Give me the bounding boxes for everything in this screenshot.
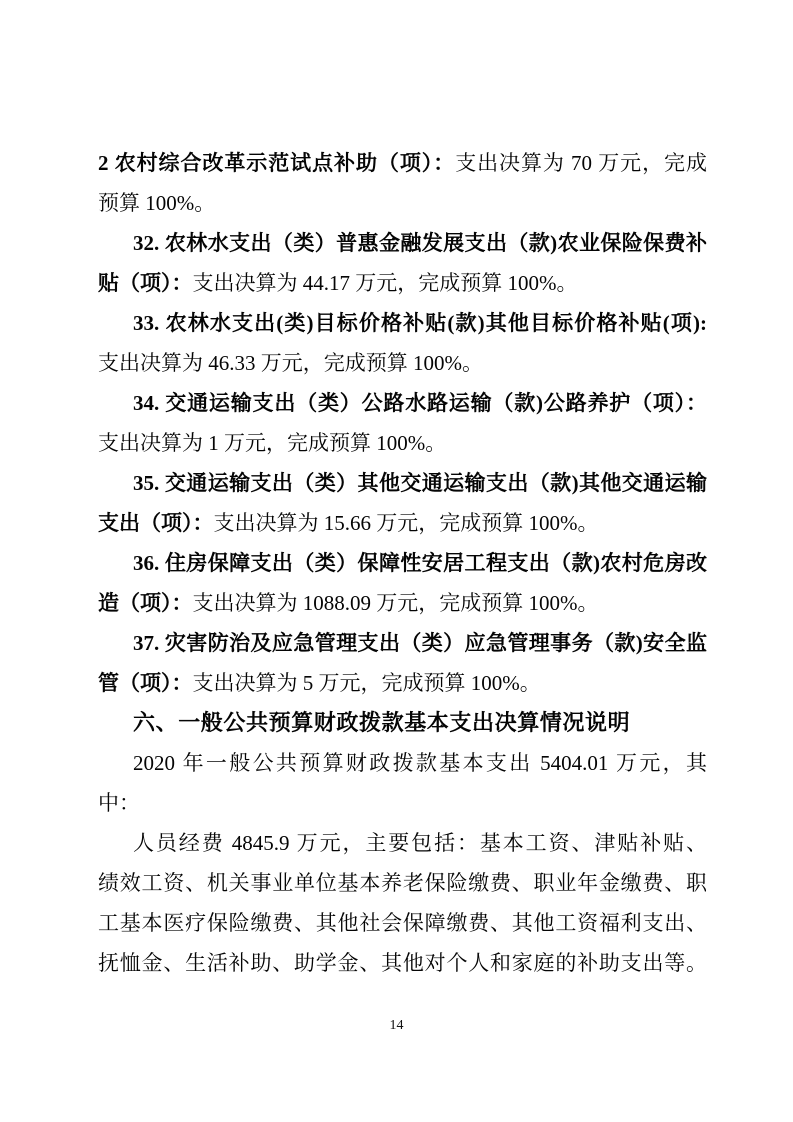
text-segment: 支出（项）： bbox=[98, 511, 214, 535]
text-segment: 预算 100%。 bbox=[98, 191, 216, 215]
text-line bbox=[98, 783, 707, 823]
text-segment: 36. 住房保障支出（类）保障性安居工程支出（款)农村危房改 bbox=[133, 551, 707, 575]
text-line bbox=[98, 583, 707, 623]
text-segment: 34. 交通运输支出（类）公路水路运输（款)公路养护（项）： bbox=[133, 391, 707, 415]
text-segment: 贴（项）： bbox=[98, 271, 193, 295]
text-segment: 33. 农林水支出(类)目标价格补贴(款)其他目标价格补贴(项): bbox=[133, 311, 707, 335]
page-number: 14 bbox=[389, 1018, 404, 1033]
text-segment: 支出决算为 70 万元，完成 bbox=[455, 151, 707, 175]
text-segment: 支出决算为 1 万元，完成预算 100%。 bbox=[98, 431, 447, 455]
text-segment: 管（项）： bbox=[98, 671, 193, 695]
text-line bbox=[98, 143, 707, 183]
text-line bbox=[98, 263, 707, 303]
text-segment: 支出决算为 46.33 万元，完成预算 100%。 bbox=[98, 351, 483, 375]
text-segment: 造（项）： bbox=[98, 591, 193, 615]
text-segment: 中： bbox=[98, 791, 140, 815]
text-segment: 2 农村综合改革示范试点补助（项）： bbox=[98, 151, 456, 175]
text-line bbox=[98, 743, 707, 783]
text-line bbox=[98, 903, 707, 943]
text-line bbox=[98, 303, 707, 343]
text-segment: 支出决算为 44.17 万元，完成预算 100%。 bbox=[192, 271, 578, 295]
text-line bbox=[98, 463, 707, 503]
text-segment: 支出决算为 1088.09 万元，完成预算 100%。 bbox=[192, 591, 599, 615]
text-line bbox=[98, 343, 707, 383]
text-line bbox=[98, 823, 707, 863]
text-line bbox=[98, 183, 707, 223]
text-line bbox=[98, 623, 707, 663]
text-line bbox=[98, 943, 707, 983]
text-line bbox=[98, 543, 707, 583]
text-segment: 32. 农林水支出（类）普惠金融发展支出（款)农业保险保费补 bbox=[133, 231, 707, 255]
text-line bbox=[98, 503, 707, 543]
text-segment: 人员经费 4845.9 万元，主要包括：基本工资、津贴补贴、 bbox=[133, 831, 707, 855]
section-heading-text: 六、一般公共预算财政拨款基本支出决算情况说明 bbox=[133, 710, 631, 735]
text-segment: 35. 交通运输支出（类）其他交通运输支出（款)其他交通运输 bbox=[133, 471, 707, 495]
text-line bbox=[98, 863, 707, 903]
text-segment: 抚恤金、生活补助、助学金、其他对个人和家庭的补助支出等。 bbox=[98, 951, 707, 975]
text-segment: 支出决算为 15.66 万元，完成预算 100%。 bbox=[213, 511, 599, 535]
text-line bbox=[98, 703, 707, 743]
text-segment: 37. 灾害防治及应急管理支出（类）应急管理事务（款)安全监 bbox=[133, 631, 707, 655]
text-segment: 工基本医疗保险缴费、其他社会保障缴费、其他工资福利支出、 bbox=[98, 911, 707, 935]
text-line bbox=[98, 223, 707, 263]
text-segment: 支出决算为 5 万元，完成预算 100%。 bbox=[192, 671, 541, 695]
text-line bbox=[98, 663, 707, 703]
text-line bbox=[98, 383, 707, 423]
document-body bbox=[98, 143, 707, 983]
text-segment: 绩效工资、机关事业单位基本养老保险缴费、职业年金缴费、职 bbox=[98, 871, 707, 895]
text-segment: 2020 年一般公共预算财政拨款基本支出 5404.01 万元，其 bbox=[133, 751, 707, 775]
text-line bbox=[98, 423, 707, 463]
